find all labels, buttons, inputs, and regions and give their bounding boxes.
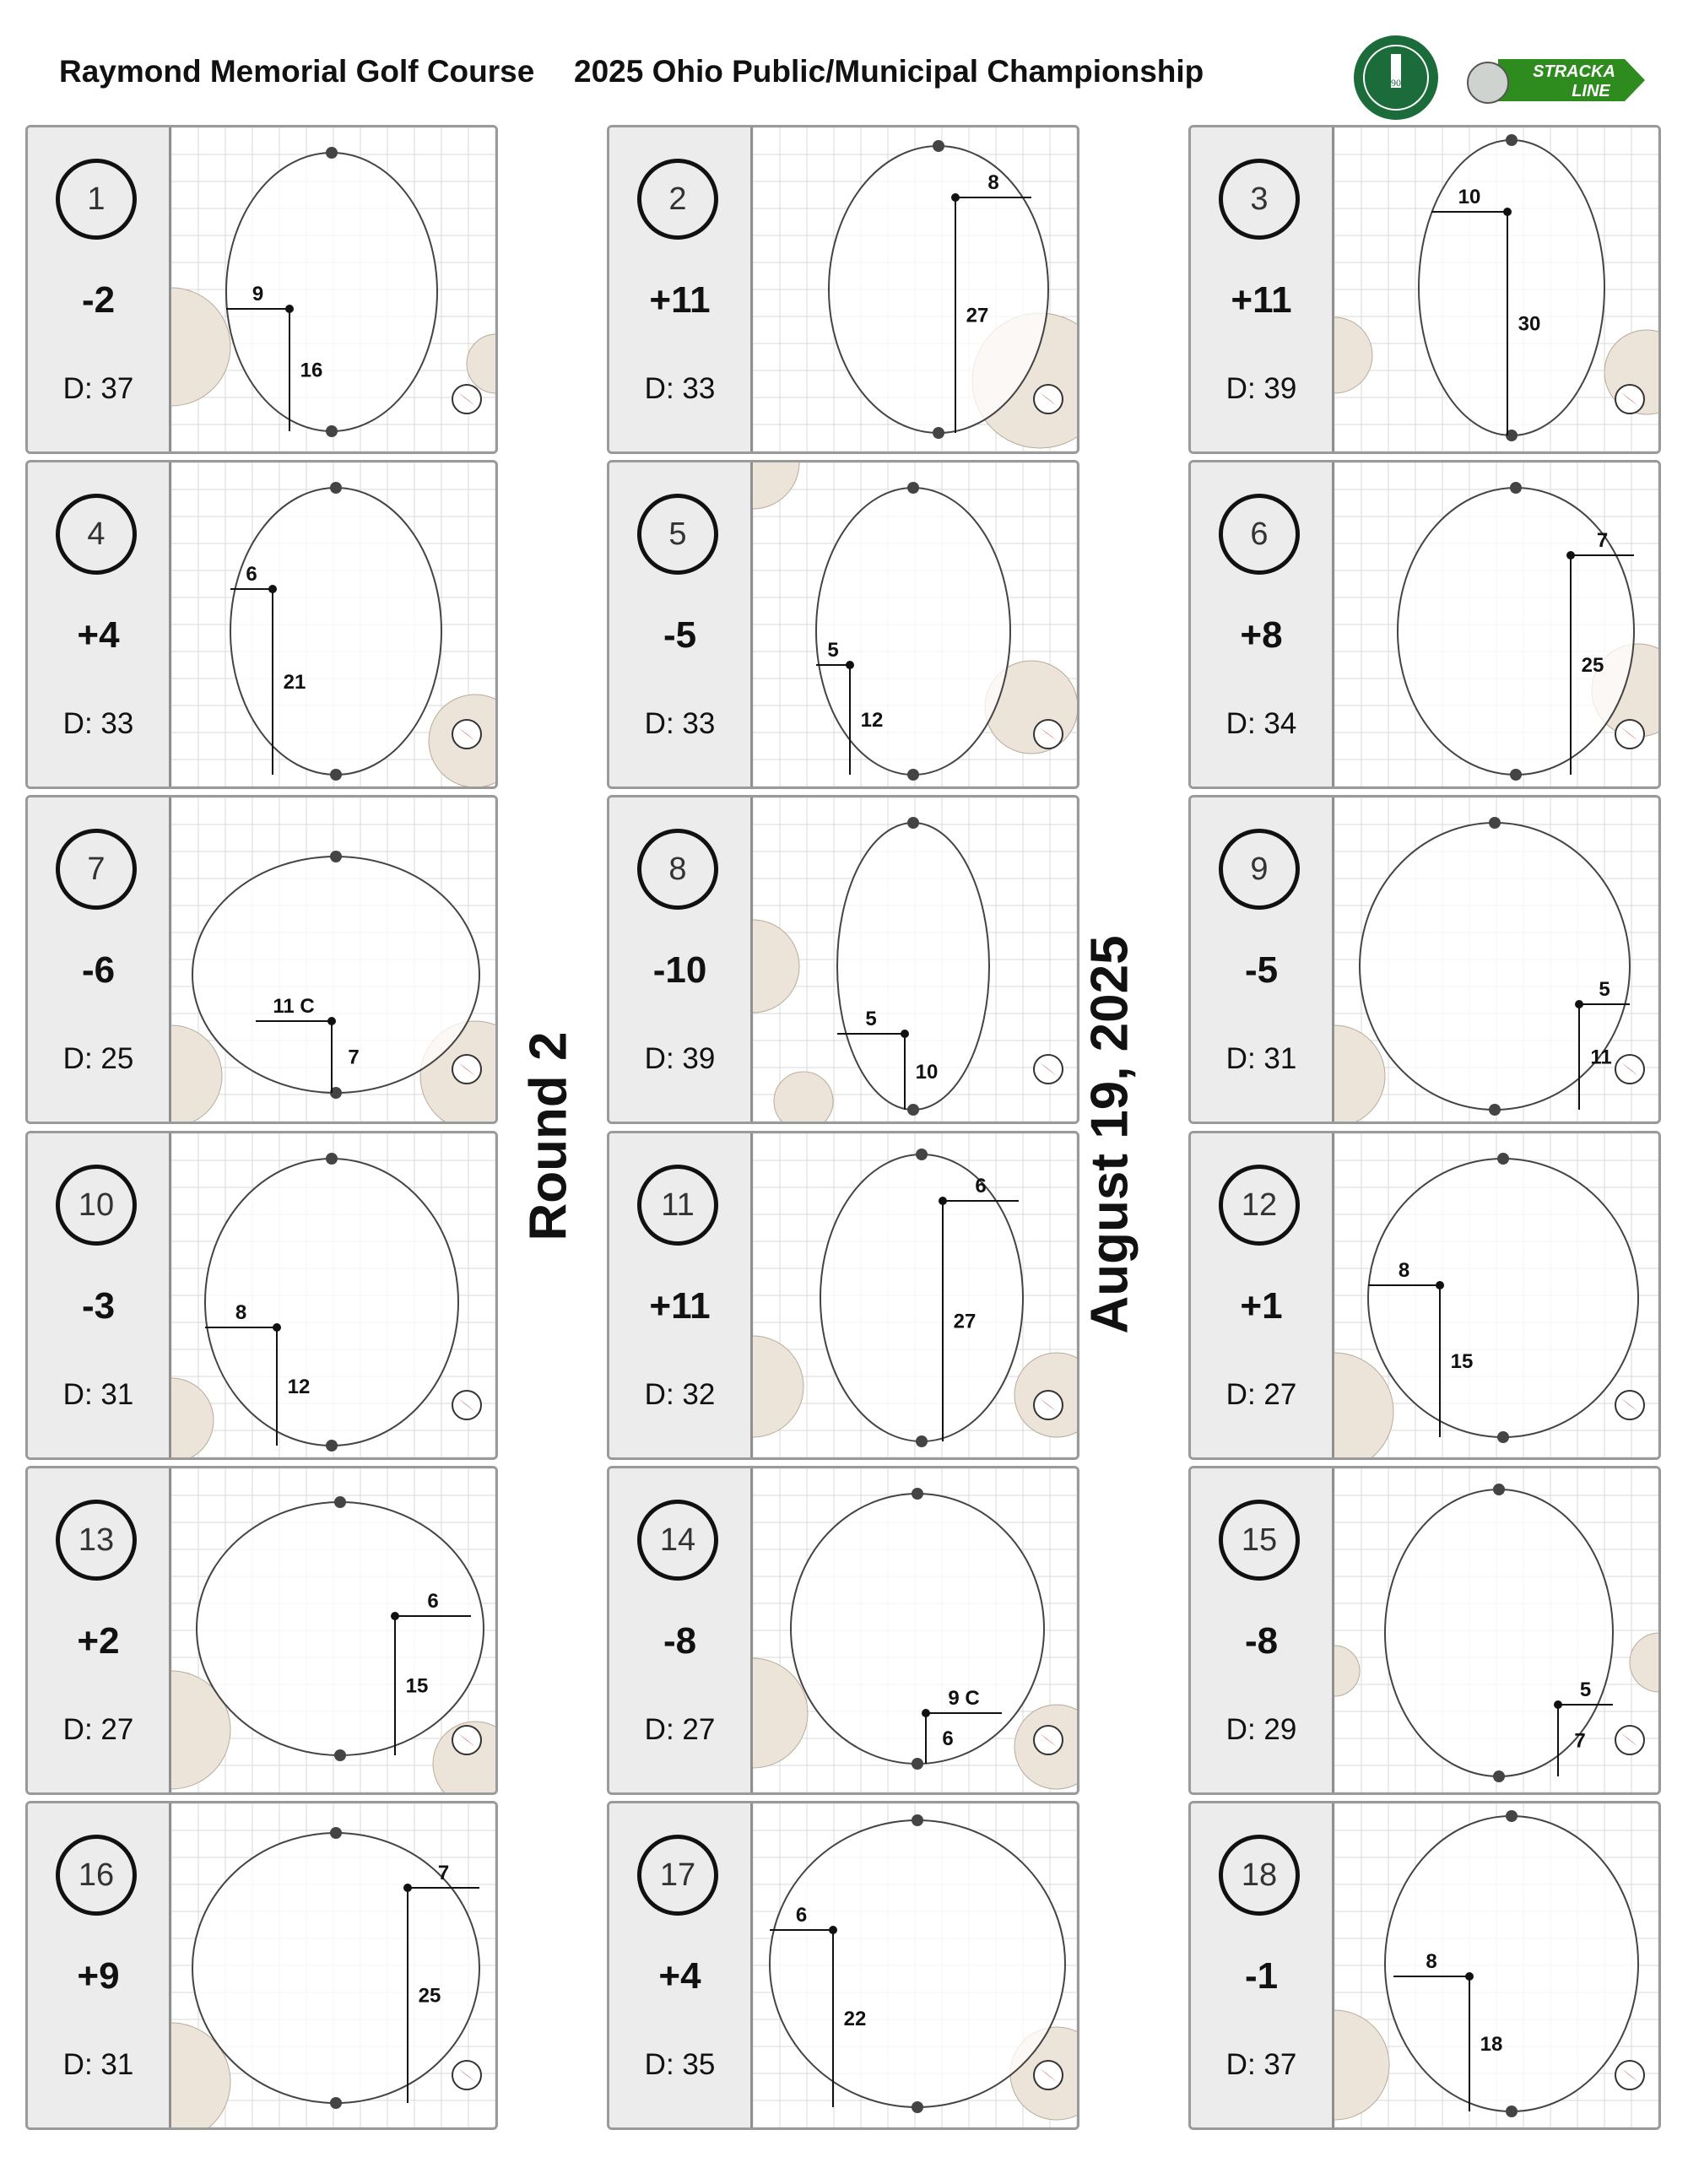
hole-score: -5 [663,614,697,656]
hole-score: +11 [649,279,711,321]
bunker [753,920,799,1013]
green-diagram [753,1468,1079,1792]
round-date: August 19, 2025 [1080,935,1139,1334]
pin-horizontal-distance: 9 [252,283,264,305]
hole-info-panel [609,1803,753,2127]
green-outline [837,823,989,1110]
front-marker [1489,1104,1501,1116]
back-marker [1510,482,1522,494]
hole-card-11 [607,1131,1079,1460]
green-diagram [171,1468,498,1792]
pin-location [268,585,277,593]
compass-icon [452,1055,481,1084]
hole-number: 11 [637,1165,718,1246]
hole-card-5 [607,460,1079,789]
green-depth: D: 27 [62,1713,134,1746]
round-label: Round 2 [519,1031,578,1241]
pin-location [273,1323,281,1332]
back-marker [916,1149,928,1160]
pin-horizontal-distance: 5 [865,1008,877,1030]
green-depth: D: 33 [644,707,716,740]
pin-horizontal-distance: 5 [827,639,839,662]
hole-score: +8 [1240,614,1283,656]
hole-card-8 [607,795,1079,1124]
pin-vertical-distance: 15 [405,1674,429,1698]
hole-card-16 [25,1801,498,2130]
green-depth: D: 37 [1225,2048,1297,2081]
pin-vertical-distance: 22 [843,2008,867,2030]
green-depth: D: 31 [62,1378,134,1411]
hole-card-13 [25,1466,498,1795]
pin-location [829,1926,837,1934]
hole-info-panel [1191,797,1334,1122]
green-diagram [171,462,498,787]
compass-icon [1615,720,1644,749]
green-depth: D: 25 [62,1042,134,1075]
hole-number: 3 [1219,159,1300,240]
back-marker [334,1496,346,1508]
hole-score: -2 [81,279,116,321]
green-diagram [1334,797,1661,1122]
hole-card-15 [1188,1466,1661,1795]
hole-number: 16 [56,1835,137,1916]
bunker [774,1072,833,1122]
hole-card-6 [1188,460,1661,789]
front-marker [326,425,338,437]
hole-info-panel [1191,1803,1334,2127]
compass-icon [1615,385,1644,414]
bunker [1334,1025,1385,1122]
green-diagram [753,1803,1079,2127]
front-marker [933,427,944,439]
hole-card-7 [25,795,498,1124]
pin-vertical-distance: 6 [942,1727,954,1750]
logo-text-top: STRACKA [1533,62,1615,81]
green-depth: D: 31 [62,2048,134,2081]
hole-number: 8 [637,829,718,910]
compass-icon [1034,1726,1063,1754]
back-marker [326,1153,338,1165]
bunker [1334,2010,1389,2120]
front-marker [916,1435,928,1447]
green-depth: D: 31 [1225,1042,1297,1075]
stracka-line-logo [1464,54,1648,106]
pin-vertical-distance: 12 [287,1376,311,1398]
pin-location [1566,551,1575,560]
back-marker [912,1814,923,1826]
hole-score: +4 [658,1955,701,1997]
front-marker [907,769,919,781]
green-diagram [171,797,498,1122]
front-marker [334,1749,346,1761]
green-depth: D: 34 [1225,707,1297,740]
compass-icon [452,2061,481,2089]
compass-icon [1034,2061,1063,2089]
hole-info-panel [609,462,753,787]
hole-info-panel [28,797,171,1122]
hole-number: 13 [56,1500,137,1581]
bunker [1334,1353,1393,1457]
pin-horizontal-distance: 11 C [273,995,315,1018]
hole-card-10 [25,1131,498,1460]
event-title: 2025 Ohio Public/Municipal Championship [574,54,1204,89]
green-outline [192,857,479,1093]
pin-horizontal-distance: 7 [437,1862,450,1884]
hole-number: 6 [1219,494,1300,575]
hole-info-panel [28,1803,171,2127]
hole-info-panel [1191,1133,1334,1457]
compass-icon [452,385,481,414]
bunker [171,1025,222,1122]
compass-icon [1615,1055,1644,1084]
front-marker [1510,769,1522,781]
pin-location [1554,1700,1562,1709]
green-depth: D: 33 [62,707,134,740]
green-diagram [1334,1468,1661,1792]
back-marker [1493,1484,1505,1495]
hole-score: +1 [1240,1285,1283,1327]
ohio-golf-association-logo [1352,34,1440,122]
green-outline [829,146,1048,433]
pin-location [922,1709,930,1717]
bunker [171,1378,214,1457]
hole-card-3 [1188,125,1661,454]
front-marker [1493,1770,1505,1782]
back-marker [1497,1153,1509,1165]
front-marker [1506,2106,1518,2117]
bunker [1334,1646,1360,1696]
pin-vertical-distance: 7 [348,1046,360,1069]
back-marker [912,1488,923,1500]
pin-location [1503,208,1512,216]
hole-card-4 [25,460,498,789]
green-depth: D: 37 [62,372,134,405]
green-depth: D: 27 [644,1713,716,1746]
hole-score: +9 [77,1955,120,1997]
hole-info-panel [28,1133,171,1457]
pin-vertical-distance: 25 [1581,654,1604,677]
back-marker [1506,1810,1518,1822]
hole-number: 4 [56,494,137,575]
hole-number: 17 [637,1835,718,1916]
green-outline [1360,823,1630,1110]
bunker [1334,317,1372,393]
front-marker [326,1440,338,1451]
pin-location [327,1017,336,1025]
back-marker [330,482,342,494]
back-marker [330,851,342,862]
pin-horizontal-distance: 9 C [948,1687,980,1710]
hole-card-14 [607,1466,1079,1795]
green-diagram [753,1133,1079,1457]
pin-horizontal-distance: 5 [1599,978,1610,1001]
compass-icon [1034,1391,1063,1419]
green-diagram [753,462,1079,787]
hole-number: 2 [637,159,718,240]
back-marker [933,140,944,152]
green-depth: D: 29 [1225,1713,1297,1746]
hole-info-panel [609,1133,753,1457]
hole-number: 12 [1219,1165,1300,1246]
front-marker [912,2101,923,2113]
pin-vertical-distance: 11 [1590,1046,1612,1069]
back-marker [330,1827,342,1839]
hole-info-panel [609,797,753,1122]
green-outline [770,1820,1065,2107]
hole-score: +2 [77,1620,120,1662]
green-outline [1419,140,1604,435]
hole-score: -1 [1244,1955,1279,1997]
hole-number: 9 [1219,829,1300,910]
bunker [753,1336,803,1437]
compass-icon [452,1726,481,1754]
green-depth: D: 27 [1225,1378,1297,1411]
pin-horizontal-distance: 8 [1426,1950,1437,1973]
pin-location [391,1612,399,1620]
green-diagram [171,127,498,451]
hole-number: 10 [56,1165,137,1246]
hole-score: +11 [1231,279,1292,321]
pin-horizontal-distance: 6 [246,563,257,586]
pin-horizontal-distance: 6 [427,1590,439,1613]
hole-card-17 [607,1801,1079,2130]
logo-year: 1904 [1386,77,1406,89]
hole-card-9 [1188,795,1661,1124]
bunker [171,288,230,406]
green-outline [820,1154,1023,1441]
pin-vertical-distance: 16 [300,359,323,382]
hole-info-panel [1191,127,1334,451]
green-diagram [1334,127,1661,451]
pin-vertical-distance: 15 [1450,1350,1474,1373]
compass-icon [1034,720,1063,749]
logo-text-bottom: LINE [1572,82,1610,100]
hole-score: -6 [81,949,116,991]
pin-location [1575,1000,1583,1008]
hole-card-18 [1188,1801,1661,2130]
hole-card-2 [607,125,1079,454]
pin-horizontal-distance: 5 [1579,1679,1592,1701]
green-diagram [1334,1803,1661,2127]
pin-horizontal-distance: 10 [1458,186,1481,208]
compass-icon [1615,1726,1644,1754]
hole-info-panel [28,462,171,787]
hole-card-1 [25,125,498,454]
compass-icon [452,1391,481,1419]
green-diagram [171,1133,498,1457]
hole-info-panel [1191,1468,1334,1792]
green-outline [1385,1816,1638,2111]
hole-number: 1 [56,159,137,240]
pin-location [285,305,294,313]
compass-icon [1615,2061,1644,2089]
hole-score: -10 [652,949,707,991]
hole-score: -3 [81,1285,116,1327]
pin-vertical-distance: 30 [1518,312,1541,336]
green-outline [192,1833,479,2103]
green-outline [816,488,1010,775]
front-marker [330,769,342,781]
pin-vertical-distance: 10 [915,1061,939,1084]
green-depth: D: 32 [644,1378,716,1411]
pin-location [901,1030,909,1038]
pin-vertical-distance: 27 [966,304,989,327]
green-depth: D: 39 [1225,372,1297,405]
green-diagram [171,1803,498,2127]
hole-info-panel [28,127,171,451]
hole-info-panel [609,1468,753,1792]
pin-location [939,1197,947,1205]
back-marker [326,147,338,159]
pin-horizontal-distance: 8 [987,171,999,194]
back-marker [907,482,919,494]
pin-vertical-distance: 25 [418,1984,441,2008]
course-name: Raymond Memorial Golf Course [59,54,535,89]
hole-card-12 [1188,1131,1661,1460]
bunker [753,462,799,509]
green-outline [230,488,441,775]
pin-location [1465,1972,1474,1981]
pin-horizontal-distance: 8 [1398,1259,1410,1282]
pin-horizontal-distance: 7 [1596,529,1609,552]
green-outline [197,1502,484,1755]
front-marker [907,1104,919,1116]
green-depth: D: 35 [644,2048,716,2081]
hole-info-panel [28,1468,171,1792]
hole-number: 14 [637,1500,718,1581]
pin-horizontal-distance: 8 [235,1301,247,1324]
hole-number: 5 [637,494,718,575]
green-outline [1368,1159,1638,1437]
front-marker [912,1758,923,1770]
hole-score: +4 [77,614,120,656]
pin-vertical-distance: 18 [1480,2033,1503,2056]
pin-vertical-distance: 12 [860,709,884,732]
pin-vertical-distance: 21 [283,671,306,694]
hole-number: 7 [56,829,137,910]
compass-icon [1034,1055,1063,1084]
hole-score: +11 [649,1285,711,1327]
compass-icon [1615,1391,1644,1419]
pin-location [846,661,854,669]
green-diagram [753,127,1079,451]
pin-horizontal-distance: 6 [795,1904,808,1927]
back-marker [1506,134,1518,146]
hole-score: -8 [663,1620,697,1662]
pin-location [403,1884,412,1892]
pin-vertical-distance: 27 [953,1310,977,1333]
pin-location [951,193,960,202]
hole-number: 15 [1219,1500,1300,1581]
pin-vertical-distance: 7 [1574,1729,1586,1753]
back-marker [1489,817,1501,829]
green-outline [791,1494,1044,1764]
pin-location [1436,1281,1444,1289]
green-diagram [753,797,1079,1122]
bunker [1630,1633,1661,1692]
hole-info-panel [1191,462,1334,787]
front-marker [330,2097,342,2109]
compass-icon [452,720,481,749]
green-diagram [1334,462,1661,787]
back-marker [907,817,919,829]
green-depth: D: 39 [644,1042,716,1075]
pin-horizontal-distance: 6 [975,1175,987,1197]
hole-number: 18 [1219,1835,1300,1916]
front-marker [1497,1431,1509,1443]
hole-score: -8 [1244,1620,1279,1662]
compass-icon [1034,385,1063,414]
green-diagram [1334,1133,1661,1457]
hole-score: -5 [1244,949,1279,991]
hole-info-panel [609,127,753,451]
green-depth: D: 33 [644,372,716,405]
